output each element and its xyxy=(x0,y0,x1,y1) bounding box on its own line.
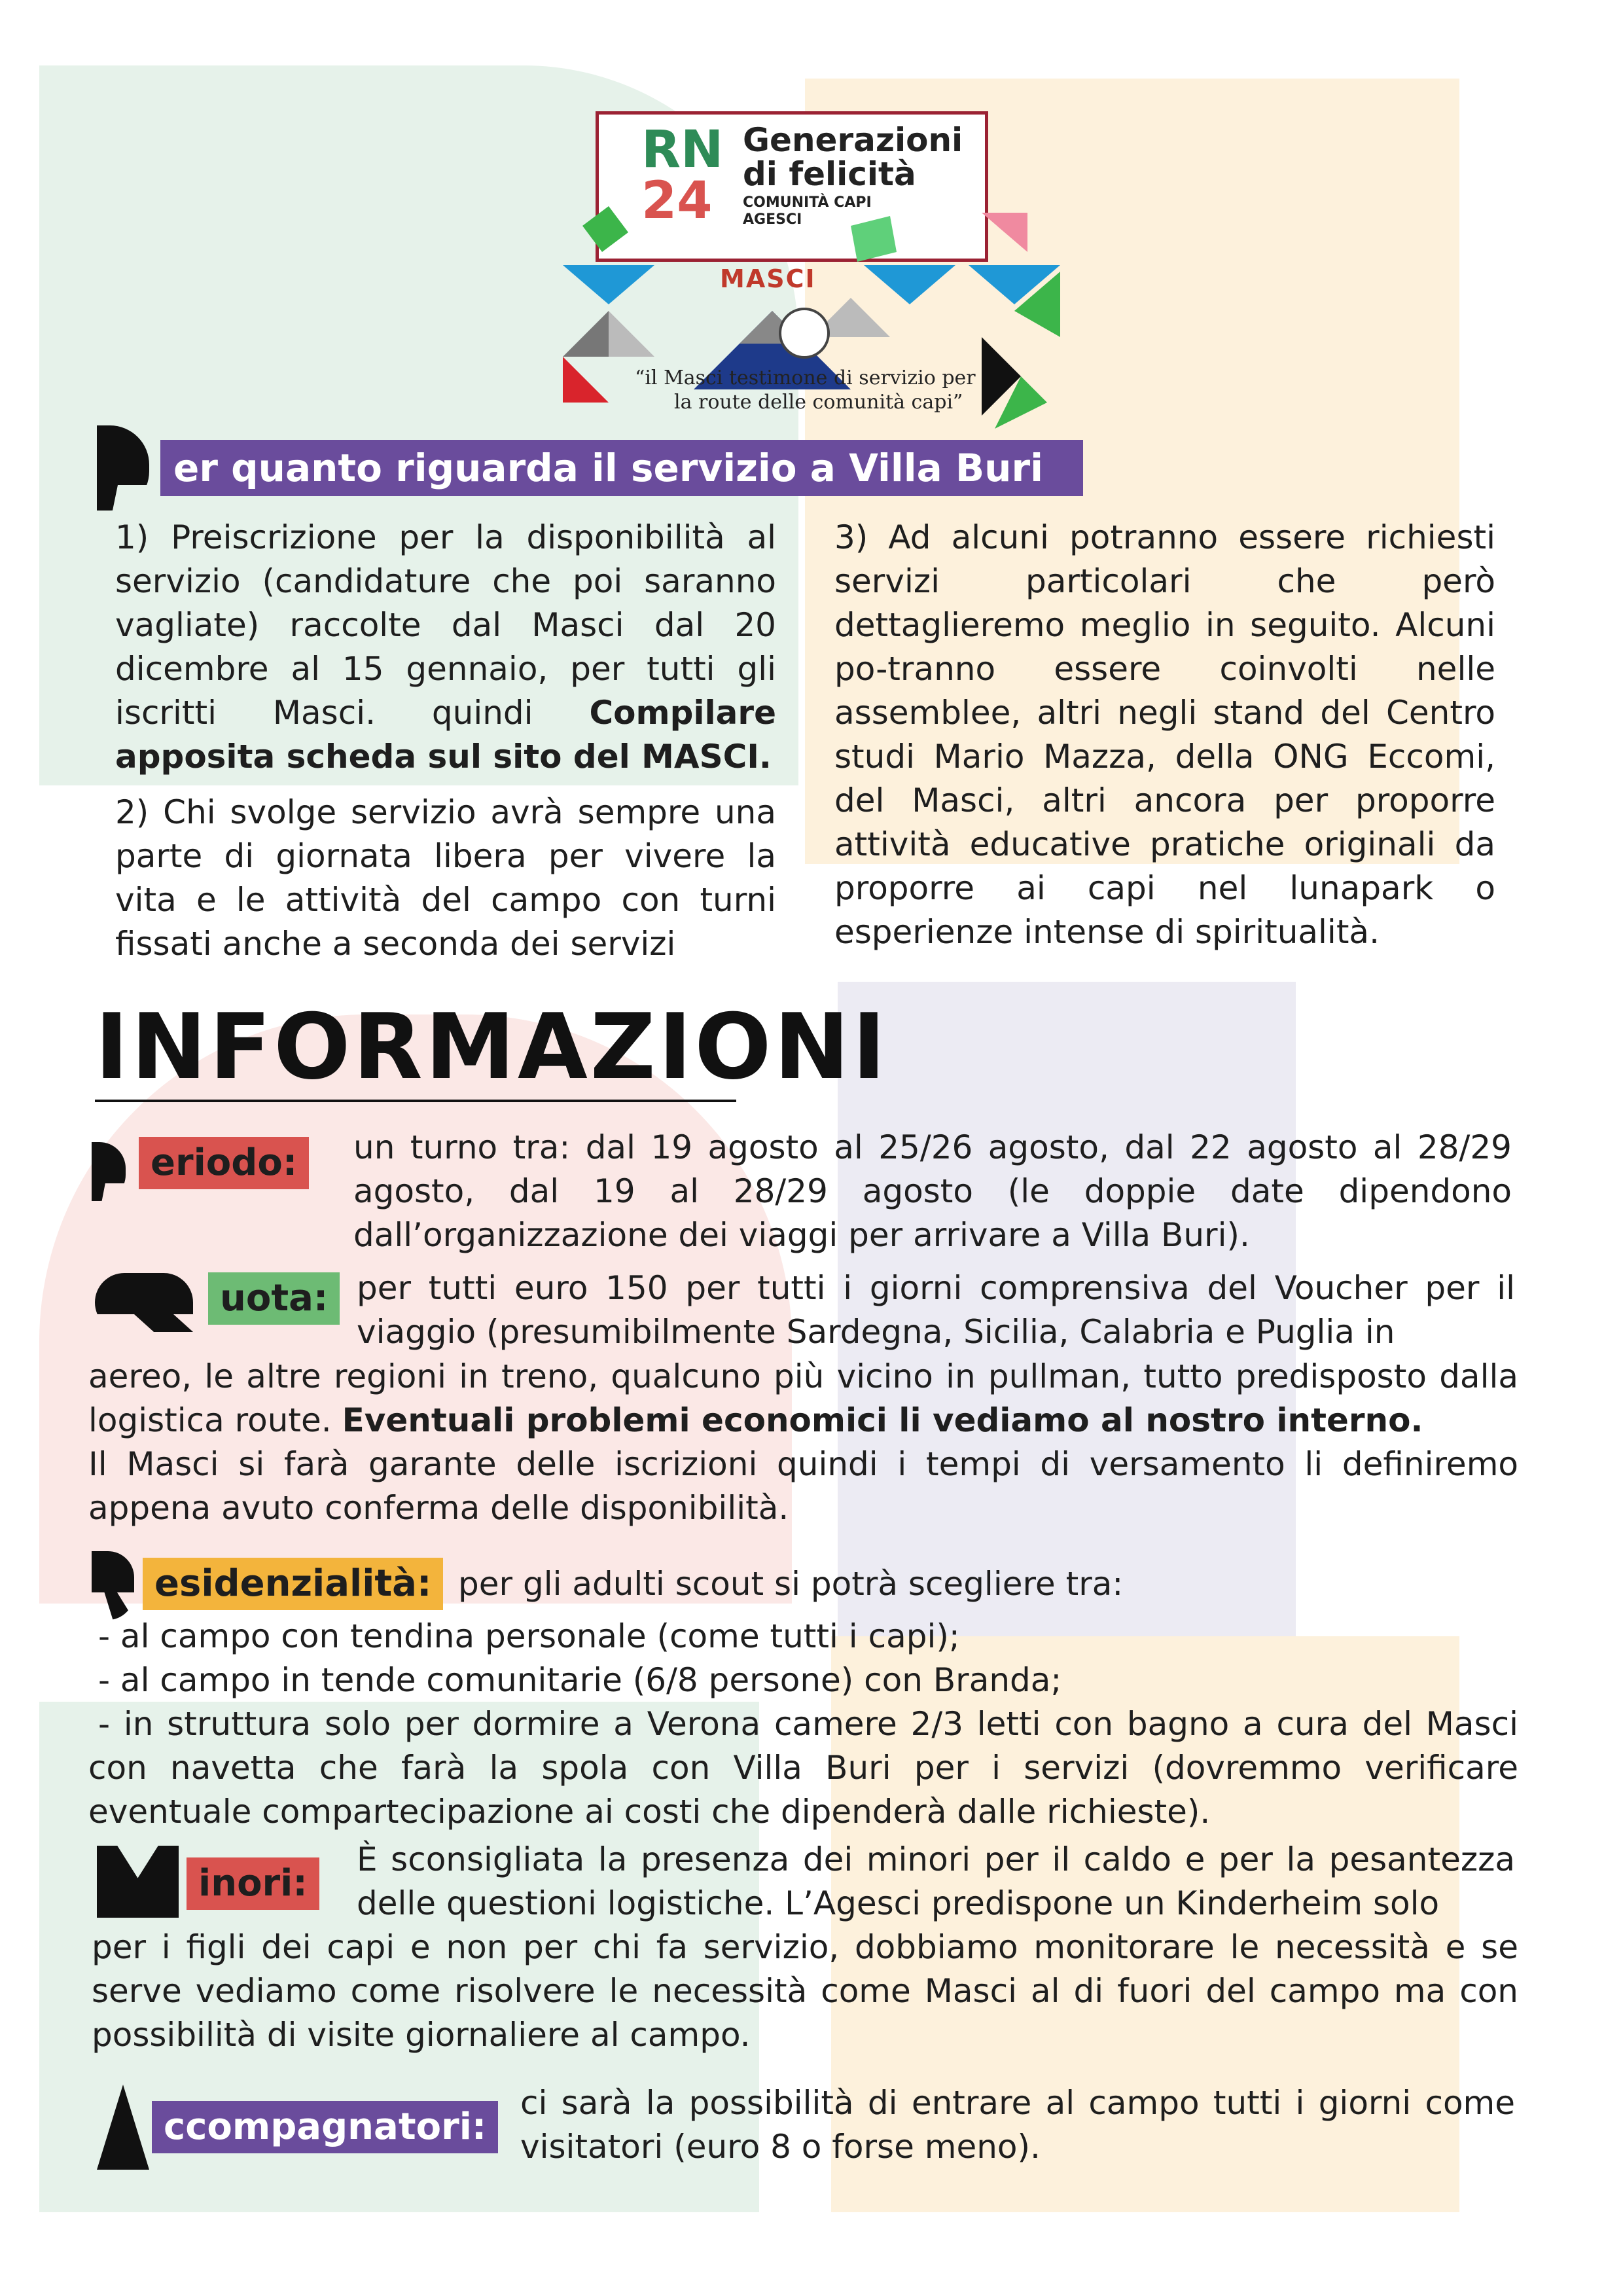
servizio-paragraph-1: 1) Preiscrizione per la disponibilità al servizio (candidature che poi saranno vagliate) raccolte dal Masci dal 20 dicembre al 15 gennaio, per tutti gli iscritti Masci. quindi Compilare apposita scheda sul sito del MASCI. xyxy=(115,518,776,776)
logo-24-mark: 24 xyxy=(641,171,713,230)
logo-motto-line2: la route delle comunità capi” xyxy=(674,391,963,414)
masci-emblem-icon xyxy=(779,308,830,359)
logo-motto-line1: “il Masci testimone di servizio per xyxy=(635,367,976,389)
accompagnatori-text: ci sarà la possibilità di entrare al campo tutti i giorni come visitatori (euro 8 o forse meno). xyxy=(520,2084,1515,2166)
periodo-text: un turno tra: dal 19 agosto al 25/26 agosto, dal 22 agosto al 28/29 agosto, dal 19 al 28/29 agosto (le doppie date dipendono dall’organizzazione dei viaggi per arrivare a Villa Buri). xyxy=(353,1128,1512,1254)
logo-rn-mark: RN xyxy=(641,120,724,179)
logo-sub-line2: AGESCI xyxy=(743,211,802,228)
logo-title-line1: Generazioni xyxy=(743,121,963,159)
servizio-column-right xyxy=(834,516,1495,954)
informazioni-underline xyxy=(95,1100,736,1102)
minori-label: inori: xyxy=(187,1857,319,1910)
accompagnatori-label: ccompagnatori: xyxy=(152,2101,498,2153)
quota-text-full: aereo, le altre regioni in treno, qualcuno più vicino in pullman, tutto predisposto dalla logistica route. Eventuali problemi economici li vediamo al nostro interno. Il Masci si farà garante delle iscrizioni quindi i tempi di versamento li definiremo appena avuto conferma delle disponibilità. xyxy=(88,1357,1518,1527)
servizio-column-left xyxy=(115,516,776,966)
servizio-paragraph-2: 2) Chi svolge servizio avrà sempre una parte di giornata libera per vivere la vita e le attività del campo con turni fissati anche a seconda dei servizi xyxy=(115,793,776,963)
residenzialita-intro: per gli adulti scout si potrà scegliere tra: xyxy=(458,1565,1124,1603)
residenzialita-item: - al campo con tendina personale (come tutti i capi); xyxy=(98,1617,960,1655)
servizio-heading: er quanto riguarda il servizio a Villa Buri xyxy=(160,440,1083,496)
residenzialita-list xyxy=(88,1615,1518,1834)
logo-sub-line1: COMUNITÀ CAPI xyxy=(743,194,872,211)
logo-title-line2: di felicità xyxy=(743,155,916,193)
quota-label: uota: xyxy=(208,1272,340,1325)
minori-text-side: È sconsigliata la presenza dei minori per il caldo e per la pesantezza delle questioni logistiche. L’Agesci predispone un Kinderheim solo xyxy=(357,1840,1515,1922)
servizio-paragraph-3: 3) Ad alcuni potranno essere richiesti servizi particolari che però dettaglieremo meglio in seguito. Alcuni po-tranno essere coinvolti nelle assemblee, altri negli stand del Centro studi Mario Mazza, della ONG Eccomi, del Masci, altri ancora per proporre attività educative pratiche originali da proporre ai capi nel lunapark o esperienze intense di spiritualità. xyxy=(834,518,1495,951)
minori-text-full: per i figli dei capi e non per chi fa servizio, dobbiamo monitorare le necessità e se serve vediamo come risolvere le necessità come Masci al di fuori del campo ma con possibilità di visite giornaliere al campo. xyxy=(92,1928,1518,2054)
periodo-label: eriodo: xyxy=(139,1137,309,1189)
event-logo xyxy=(524,108,1073,422)
residenzialita-item: - in struttura solo per dormire a Verona camere 2/3 letti con bagno a cura del Masci con navetta che farà la spola con Villa Buri per i servizi (dovremmo verificare eventuale compartecipazione ai costi che dipenderà dalle richieste). xyxy=(88,1705,1518,1831)
residenzialita-label: esidenzialità: xyxy=(143,1558,443,1610)
quota-text-side: per tutti euro 150 per tutti i giorni comprensiva del Voucher per il viaggio (presumibilmente Sardegna, Sicilia, Calabria e Puglia in xyxy=(357,1269,1515,1351)
residenzialita-item: - al campo in tende comunitarie (6/8 persone) con Branda; xyxy=(98,1661,1062,1699)
informazioni-title: INFORMAZIONI xyxy=(95,994,889,1100)
residenzialita-drop-cap-icon xyxy=(92,1551,134,1620)
logo-masci-wordmark: MASCI xyxy=(720,264,816,293)
